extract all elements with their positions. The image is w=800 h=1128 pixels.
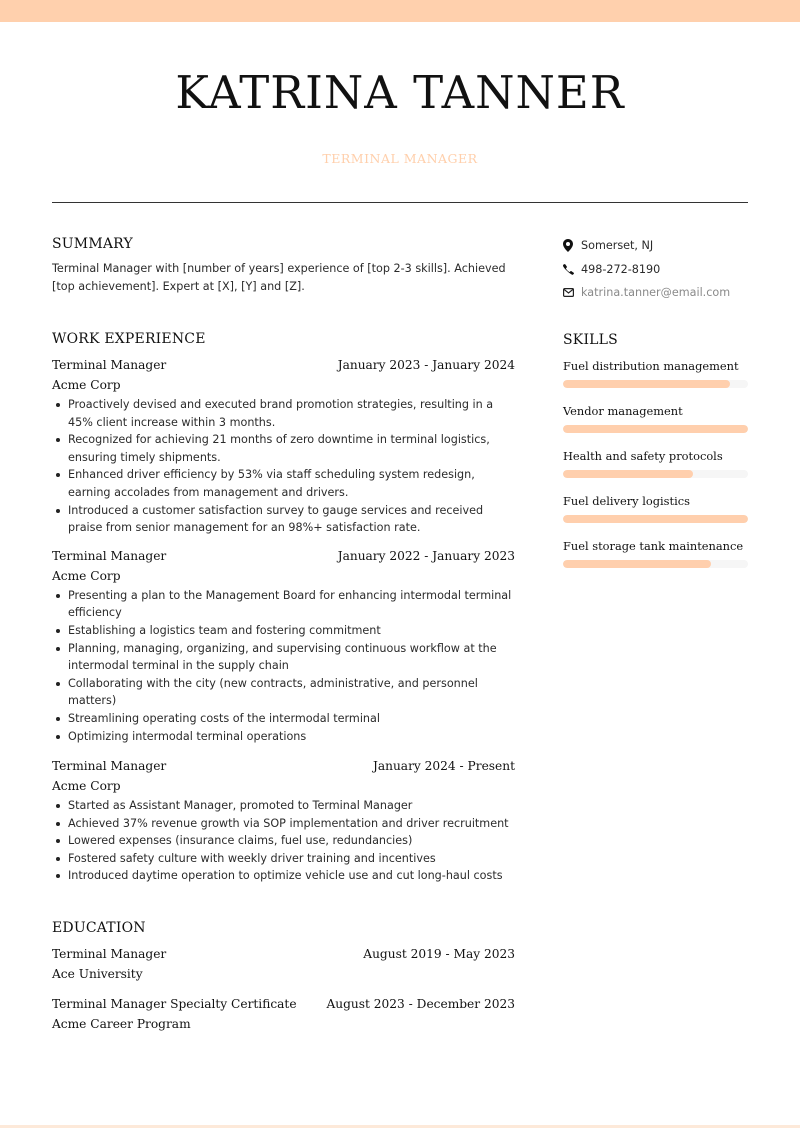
work-experience-section <box>52 331 515 885</box>
skill-bar-fill <box>563 380 730 388</box>
bullet-item: Enhanced driver efficiency by 53% via staff scheduling system redesign, earning accolades from management and drivers. <box>52 466 515 501</box>
summary-heading: SUMMARY <box>52 236 133 252</box>
phone-text: 498-272-8190 <box>581 262 661 276</box>
bullet-item: Presenting a plan to the Management Board for enhancing intermodal terminal efficiency <box>52 587 515 622</box>
candidate-name: KATRINA TANNER <box>175 66 625 119</box>
education-heading: EDUCATION <box>52 920 146 937</box>
skill-item <box>563 359 748 388</box>
bullet-item: Introduced a customer satisfaction survey to gauge services and received praise from senior management for an 98%+ satisfaction rate. <box>52 502 515 537</box>
job-bullets <box>52 587 515 745</box>
bullet-item: Planning, managing, organizing, and supervising continuous workflow at the intermodal terminal in the supply chain <box>52 640 515 675</box>
contact-email[interactable] <box>563 281 748 305</box>
job-dates: January 2023 - January 2024 <box>337 358 515 372</box>
skill-name: Health and safety protocols <box>563 448 723 463</box>
education-header <box>52 947 515 961</box>
education-section <box>52 920 515 1031</box>
job-position: Terminal Manager <box>52 759 167 774</box>
skill-bar-track <box>563 425 748 433</box>
skills-heading: SKILLS <box>563 331 618 348</box>
job-dates: January 2022 - January 2023 <box>337 548 515 563</box>
job-company: Acme Corp <box>52 378 121 392</box>
skill-item <box>563 404 748 433</box>
education-header <box>52 997 515 1011</box>
skill-item <box>563 494 748 523</box>
skill-bar-track <box>563 515 748 523</box>
bullet-item: Fostered safety culture with weekly driver training and incentives <box>52 850 515 868</box>
top-accent-band <box>0 0 800 22</box>
map-pin-icon <box>563 239 581 252</box>
bullet-item: Proactively devised and executed brand promotion strategies, resulting in a 45% client increase within 3 months. <box>52 396 515 431</box>
job-entry <box>52 358 515 537</box>
skill-bar-fill <box>563 560 711 568</box>
job-header <box>52 549 515 563</box>
skill-name: Fuel storage tank maintenance <box>563 538 744 553</box>
skill-bar-track <box>563 380 748 388</box>
skill-bar-track <box>563 470 748 478</box>
contact-phone <box>563 258 748 282</box>
job-company: Acme Corp <box>52 568 121 583</box>
job-bullets <box>52 396 515 537</box>
job-header <box>52 358 515 372</box>
bullet-item: Lowered expenses (insurance claims, fuel use, redundancies) <box>52 832 515 850</box>
job-position: Terminal Manager <box>52 358 167 372</box>
skill-item <box>563 449 748 478</box>
job-dates: January 2024 - Present <box>372 759 515 774</box>
education-degree: Terminal Manager Specialty Certificate <box>52 997 297 1012</box>
location-text: Somerset, NJ <box>581 239 654 253</box>
skills-section <box>563 332 748 568</box>
summary-text: Terminal Manager with [number of years] experience of [top 2-3 skills]. Achieved [top achievement]. Expert at [X], [Y] and [Z]. <box>52 262 506 293</box>
education-dates: August 2019 - May 2023 <box>363 947 515 962</box>
job-entry <box>52 549 515 745</box>
education-school: Ace University <box>52 967 143 982</box>
education-school: Acme Career Program <box>52 1017 191 1032</box>
skill-item <box>563 539 748 568</box>
bullet-item: Recognized for achieving 21 months of zero downtime in terminal logistics, ensuring timely shipments. <box>52 431 515 466</box>
bullet-item: Achieved 37% revenue growth via SOP implementation and driver recruitment <box>52 815 515 833</box>
job-header <box>52 759 515 773</box>
envelope-icon <box>563 288 581 297</box>
bullet-item: Establishing a logistics team and fostering commitment <box>52 622 515 640</box>
job-company: Acme Corp <box>52 779 121 794</box>
skill-bar-fill <box>563 425 748 433</box>
education-dates: August 2023 - December 2023 <box>326 997 515 1012</box>
bullet-item: Streamlining operating costs of the intermodal terminal <box>52 710 515 728</box>
skill-bar-track <box>563 560 748 568</box>
job-entry <box>52 759 515 885</box>
bullet-item: Introduced daytime operation to optimize vehicle use and cut long-haul costs <box>52 867 515 885</box>
bullet-item: Collaborating with the city (new contracts, administrative, and personnel matters) <box>52 675 515 710</box>
contact-location <box>563 234 748 258</box>
summary-section <box>52 236 515 296</box>
skill-name: Fuel delivery logistics <box>563 493 690 508</box>
education-degree: Terminal Manager <box>52 947 167 962</box>
phone-icon <box>563 264 581 275</box>
contact-block <box>563 234 748 305</box>
job-position: Terminal Manager <box>52 548 167 563</box>
education-entry <box>52 947 515 981</box>
bullet-item: Started as Assistant Manager, promoted to Terminal Manager <box>52 797 515 815</box>
skill-name: Fuel distribution management <box>563 358 739 373</box>
job-bullets <box>52 797 515 885</box>
work-experience-heading: WORK EXPERIENCE <box>52 331 206 347</box>
main-column <box>52 236 515 1031</box>
skill-bar-fill <box>563 515 748 523</box>
skill-bar-fill <box>563 470 693 478</box>
email-text[interactable]: katrina.tanner@email.com <box>581 286 731 300</box>
job-title: TERMINAL MANAGER <box>322 151 478 166</box>
bullet-item: Optimizing intermodal terminal operations <box>52 728 515 746</box>
education-entry <box>52 997 515 1031</box>
sidebar-column <box>563 234 748 568</box>
skill-name: Vendor management <box>563 403 683 418</box>
header-divider <box>52 202 748 203</box>
